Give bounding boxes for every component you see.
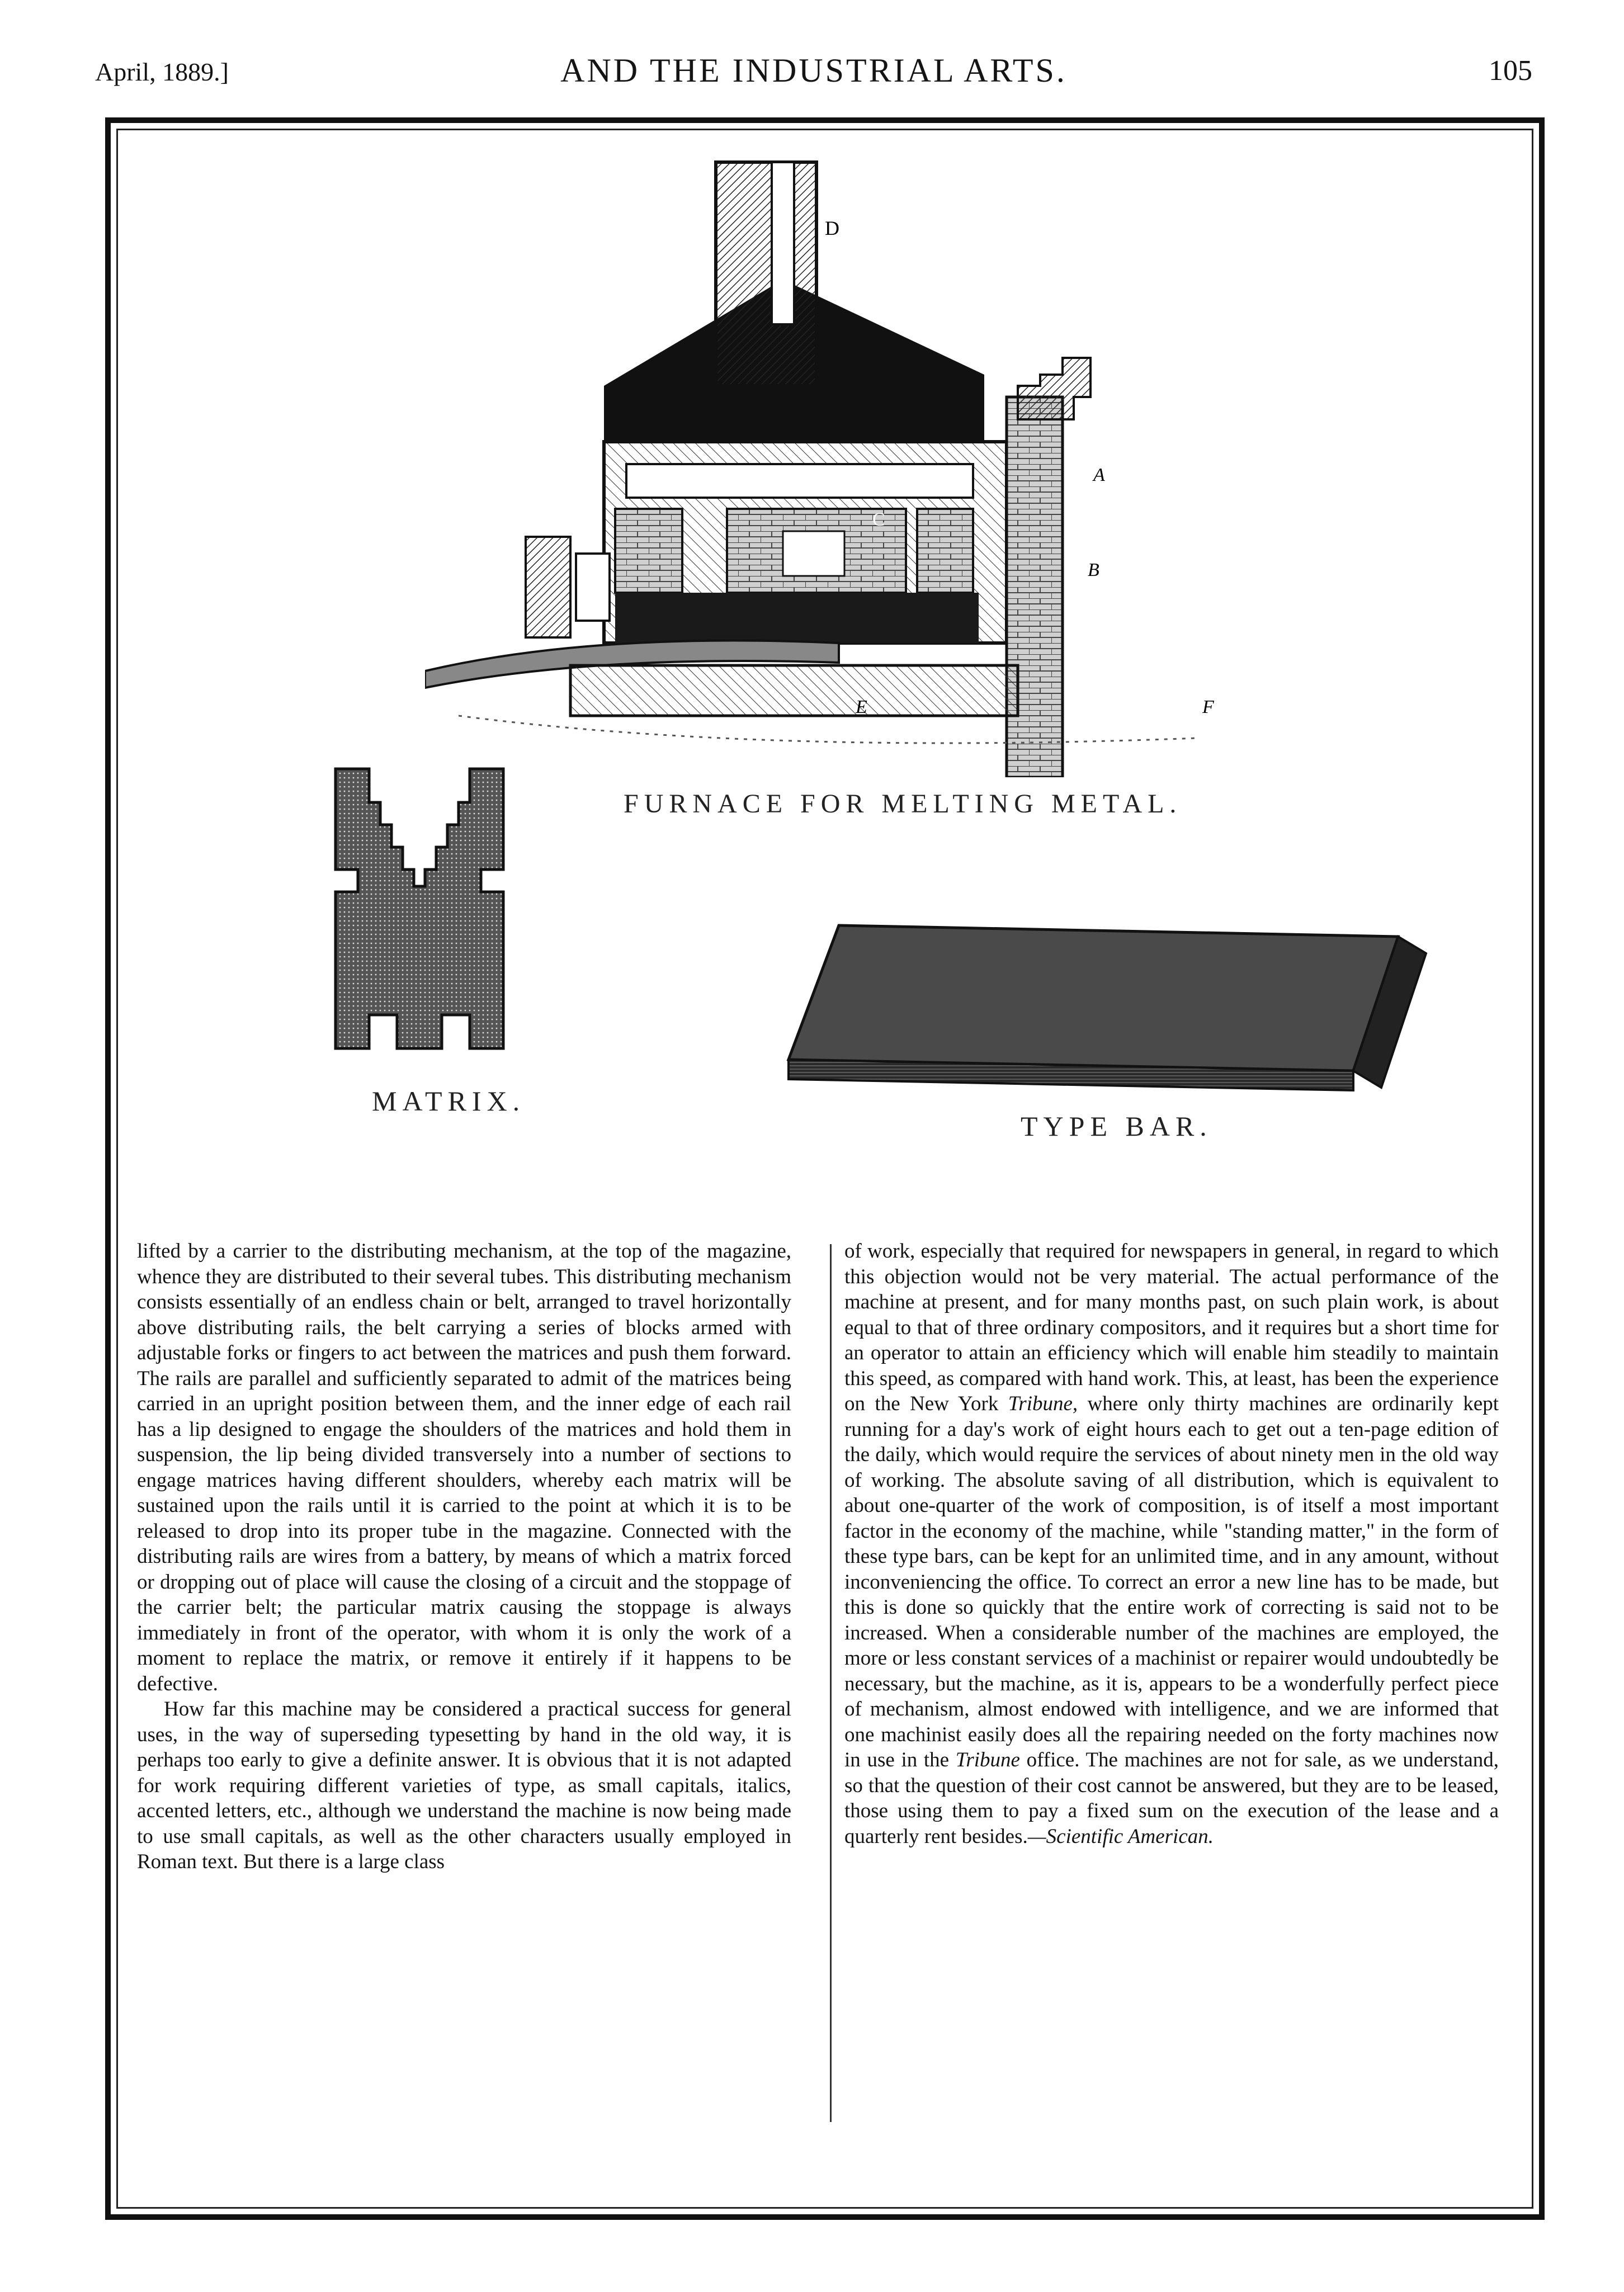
label-a: A — [1093, 465, 1105, 485]
type-bar-illustration — [777, 920, 1432, 1104]
issue-date: April, 1889.] — [95, 58, 229, 86]
running-header — [95, 51, 1532, 102]
article-column-right — [844, 1239, 1499, 2122]
article-paragraph: lifted by a carrier to the distributing mechanism, at the top of the magazine, whence they are distributed to their several tubes. This distributing mechanism consists essentially of an endless chain or belt, arranged to travel horizontally above distributing rails, the belt carrying a series of blocks armed with adjustable forks or fingers to act between the matrices and push them forward. The rails are parallel and sufficiently separated to admit of the matrices being carried in an upright position between them, and the inner edge of each rail has a lip designed to engage the shoulders of the matrices and hold them in suspension, the lip being divided transversely into a number of sections to engage matrices having different shoulders, whereby each matrix will be sustained upon the rails until it is carried to the point at which it is to be released to drop into its proper tube in the magazine. Connected with the distributing rails are wires from a battery, by means of which a matrix forced or dropping out of place will cause the closing of a circuit and the stoppage of the carrier belt; the particular matrix causing the stoppage is always immediately in front of the operator, with whom it is only the work of a moment to replace the matrix, or remove it entirely if it happens to be defective. — [137, 1240, 791, 1695]
furnace-illustration — [425, 151, 1264, 777]
article-paragraph — [844, 1239, 1499, 1849]
article-column-left — [137, 1239, 791, 2122]
column-divider — [830, 1244, 832, 2122]
label-e: E — [856, 697, 867, 717]
matrix-caption: MATRIX. — [372, 1085, 526, 1117]
type-bar-caption: TYPE BAR. — [1021, 1110, 1212, 1142]
source-credit: —Scientific American. — [1027, 1825, 1214, 1848]
newspaper-name: Tribune, — [1008, 1392, 1078, 1415]
journal-title: AND THE INDUSTRIAL ARTS. — [560, 52, 1067, 89]
article-paragraph: How far this machine may be considered a practical success for general uses, in the way of superseding typesetting by hand in the old way, it is perhaps too early to give a definite answer. It is obvious that it is not adapted for work requiring different varieties of type, as small capitals, italics, accented letters, etc., although we understand the machine is now being made to use small capitals, as well as the other characters usually employed in Roman text. But there is a large class — [137, 1698, 791, 1873]
furnace-caption: FURNACE FOR MELTING METAL. — [624, 789, 1182, 819]
label-c: C — [872, 509, 885, 530]
matrix-illustration — [324, 758, 537, 1071]
label-d: D — [825, 217, 839, 239]
text-run: where only thirty machines are ordinarily kept running for a day's work of eight hours each to get out a ten-page edition of the daily, which would require the services of about ninety men in the old way of working. The absolute saving of all distribution, which is equivalent to about one-quarter of the work of composition, is of itself a most important factor in the economy of the machine, while "standing matter," in the form of these type bars, can be kept for an unlimited time, and in any amount, without inconveniencing the office. To correct an error a new line has to be made, but this is done so quickly that the entire work of correcting is said not to be increased. When a considerable number of the machines are employed, the more or less constant services of a machinist or repairer would undoubtedly be necessary, but the machine, as it is, appears to be a wonderfully perfect piece of mechanism, almost endowed with intelligence, and we are informed that one machinist easily does all the repairing needed on the forty machines now in use in the — [844, 1392, 1499, 1771]
label-b: B — [1088, 560, 1099, 580]
newspaper-name: Tribune — [955, 1748, 1020, 1771]
page-number: 105 — [1489, 55, 1532, 87]
label-f: F — [1202, 697, 1214, 717]
text-run: of work, especially that required for newspapers in general, in regard to which this objection would not be very material. The actual performance of the machine at present, and for many months past, on such plain work, is about equal to that of three ordinary compositors, and it requires but a short time for an operator to attain an efficiency which will enable him steadily to maintain this speed, as compared with hand work. This, at least, has been the experience on the New York — [844, 1240, 1499, 1415]
text-run: office. The machines are not for sale, as we understand, so that the question of their cost cannot be answered, but they are to be leased, those using them to pay a fixed sum on the execution of the lease and a quarterly rent besides. — [844, 1748, 1499, 1848]
